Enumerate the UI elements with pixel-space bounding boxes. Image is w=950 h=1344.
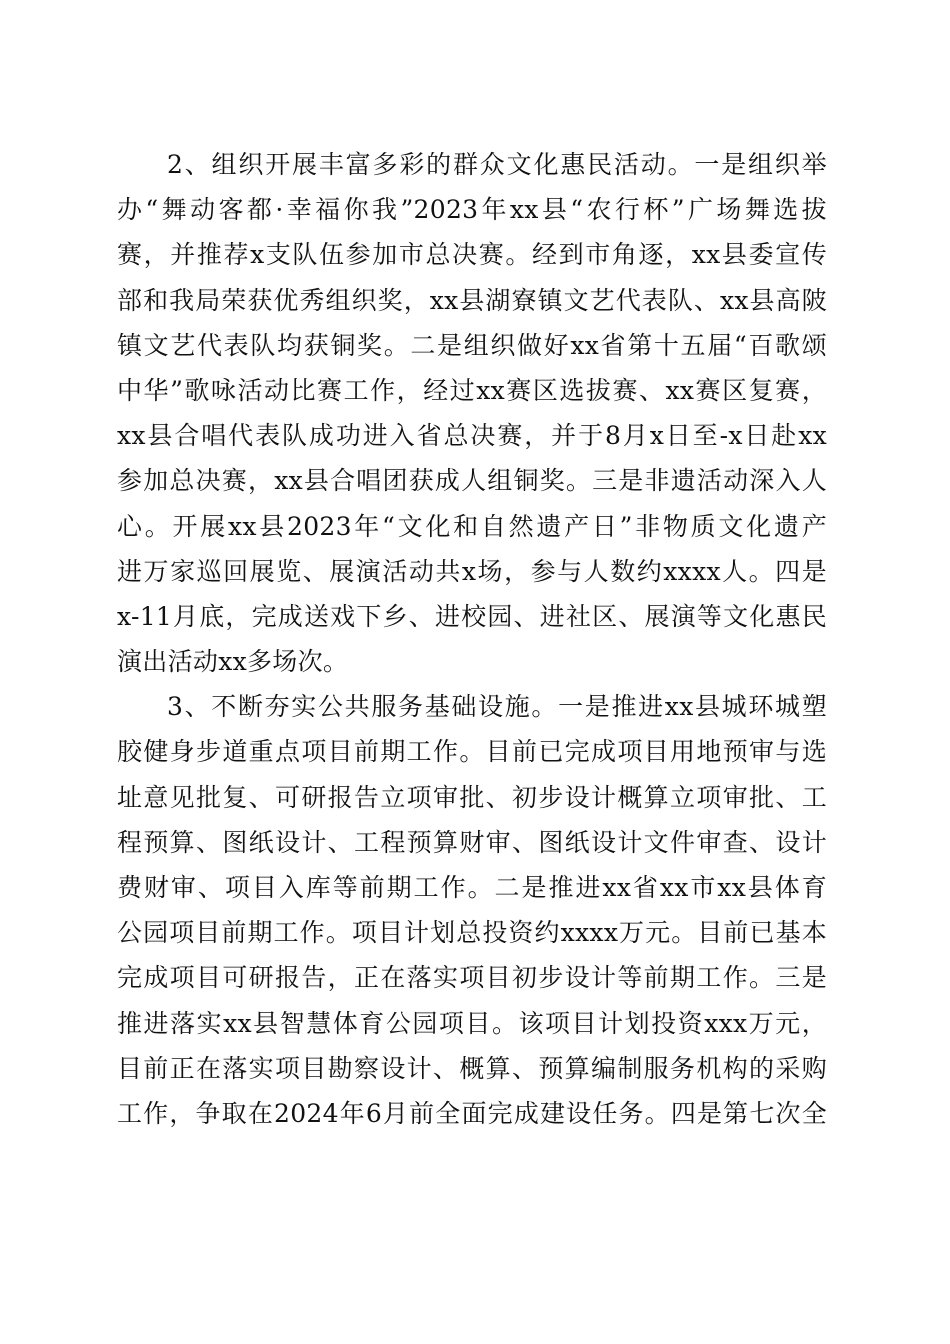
paragraph-line: 程预算、图纸设计、工程预算财审、图纸设计文件审查、设计 — [117, 827, 827, 857]
paragraph-line: 2、组织开展丰富多彩的群众文化惠民活动。一是组织举 — [167, 150, 827, 179]
paragraph-line: 参加总决赛，xx县合唱团获成人组铜奖。三是非遗活动深入人 — [117, 466, 827, 496]
paragraph-line: 胶健身步道重点项目前期工作。目前已完成项目用地预审与选 — [117, 737, 827, 767]
paragraph-line: 推进落实xx县智慧体育公园项目。该项目计划投资xxx万元， — [117, 1008, 827, 1038]
paragraph-line: 进万家巡回展览、展演活动共x场，参与人数约xxxx人。四是 — [117, 556, 827, 586]
paragraph-line: 中华”歌咏活动比赛工作，经过xx赛区选拔赛、xx赛区复赛， — [117, 375, 827, 405]
paragraph-line: 心。开展xx县2023年“文化和自然遗产日”非物质文化遗产 — [117, 511, 827, 541]
paragraph-line: 3、不断夯实公共服务基础设施。一是推进xx县城环城塑 — [167, 692, 827, 722]
paragraph-line: xx县合唱代表队成功进入省总决赛，并于8月x日至-x日赴xx — [117, 421, 827, 451]
paragraph-line: 镇文艺代表队均获铜奖。二是组织做好xx省第十五届“百歌颂 — [117, 330, 827, 360]
paragraph-line: 目前正在落实项目勘察设计、概算、预算编制服务机构的采购 — [117, 1053, 827, 1083]
paragraph-line: 完成项目可研报告，正在落实项目初步设计等前期工作。三是 — [117, 963, 827, 993]
paragraph-line: 公园项目前期工作。项目计划总投资约xxxx万元。目前已基本 — [117, 918, 827, 948]
paragraph-line: 费财审、项目入库等前期工作。二是推进xx省xx市xx县体育 — [117, 873, 827, 902]
document-body — [117, 142, 827, 1136]
paragraph-cultural-activities — [117, 142, 827, 684]
paragraph-line: 赛，并推荐x支队伍参加市总决赛。经到市角逐，xx县委宣传 — [117, 240, 827, 270]
paragraph-line: 工作，争取在2024年6月前全面完成建设任务。四是第七次全 — [117, 1098, 827, 1128]
paragraph-line: 演出活动xx多场次。 — [117, 647, 349, 677]
paragraph-line: 址意见批复、可研报告立项审批、初步设计概算立项审批、工 — [117, 782, 827, 812]
paragraph-line: x-11月底，完成送戏下乡、进校园、进社区、展演等文化惠民 — [117, 601, 827, 631]
paragraph-line: 办“舞动客都·幸福你我”2023年xx县“农行杯”广场舞选拔 — [117, 195, 827, 225]
paragraph-public-facilities — [117, 684, 827, 1136]
paragraph-line: 部和我局荣获优秀组织奖，xx县湖寮镇文艺代表队、xx县高陂 — [117, 285, 827, 315]
